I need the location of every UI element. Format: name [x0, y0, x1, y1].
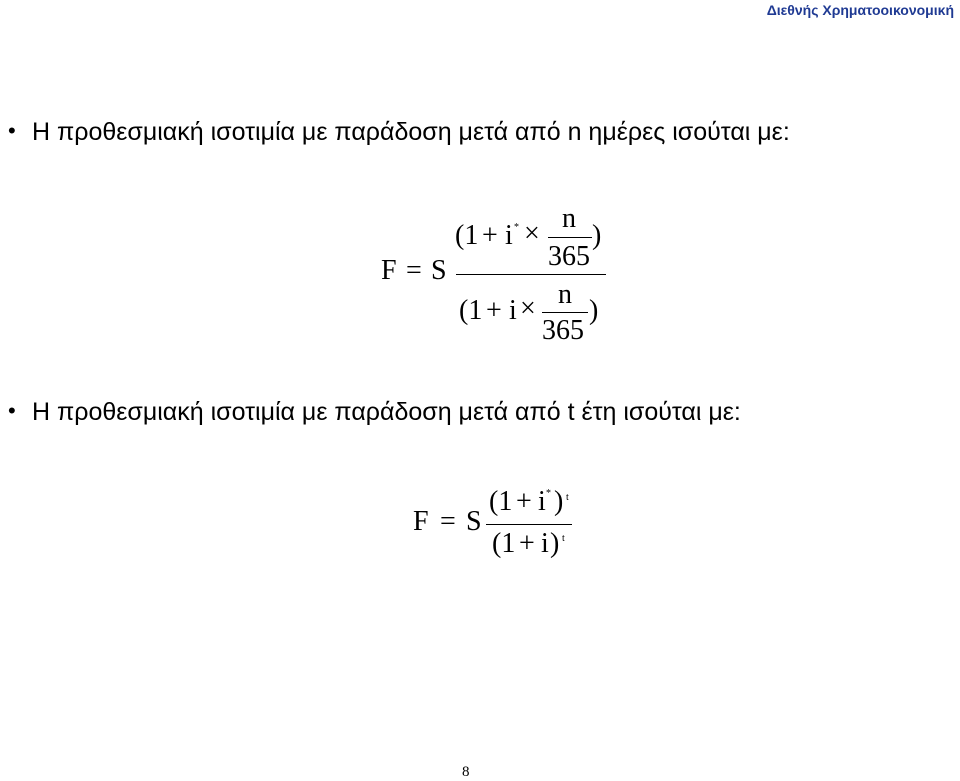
times-sign: ×: [524, 218, 540, 249]
star-superscript: *: [546, 488, 551, 499]
plus-sign: +: [519, 528, 535, 559]
foreign-rate-symbol: i: [538, 486, 546, 517]
plus-sign: +: [486, 295, 502, 326]
main-fraction-bar: [486, 524, 572, 525]
foreign-rate-symbol: i: [505, 220, 513, 251]
times-sign: ×: [520, 293, 536, 324]
numerator-open: (1: [489, 486, 513, 517]
year-days: 365: [542, 315, 584, 346]
numerator-close: ): [592, 220, 602, 251]
domestic-rate-symbol: i: [509, 295, 517, 326]
year-days: 365: [548, 241, 590, 272]
header-title: Διεθνής Χρηματοοικονομική: [766, 2, 954, 18]
denominator-close: ): [589, 295, 599, 326]
bullet-text: Η προθεσμιακή ισοτιμία με παράδοση μετά από t έτη ισούται με:: [32, 398, 741, 426]
days-symbol: n: [558, 279, 572, 310]
numerator-close: ): [554, 486, 564, 517]
bullet-text: Η προθεσμιακή ισοτιμία με παράδοση μετά από n ημέρες ισούται με:: [32, 118, 790, 146]
numerator-open: (1: [455, 220, 479, 251]
years-exponent: t: [562, 533, 565, 544]
bullet-marker: •: [8, 398, 16, 423]
days-symbol: n: [562, 203, 576, 234]
domestic-rate-symbol: i: [541, 528, 549, 559]
equals-sign: =: [440, 506, 456, 537]
plus-sign: +: [516, 486, 532, 517]
years-exponent: t: [566, 492, 569, 503]
plus-sign: +: [482, 220, 498, 251]
spot-rate-symbol: S: [466, 506, 482, 537]
denominator-close: ): [550, 528, 560, 559]
equals-sign: =: [406, 255, 422, 286]
bullet-marker: •: [8, 118, 16, 143]
denominator-open: (1: [459, 295, 483, 326]
star-superscript: *: [514, 222, 519, 233]
formula-lhs: F: [413, 506, 429, 537]
formula-lhs: F: [381, 255, 397, 286]
denominator-open: (1: [492, 528, 516, 559]
spot-rate-symbol: S: [431, 255, 447, 286]
page-number: 8: [462, 764, 470, 780]
